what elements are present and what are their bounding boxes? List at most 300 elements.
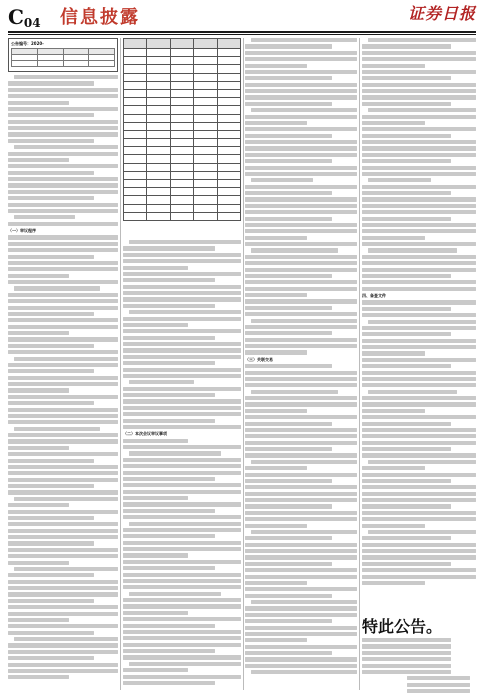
- text-line: [8, 255, 94, 259]
- column-4-body: [362, 38, 476, 585]
- text-line: [362, 83, 476, 87]
- text-line: [362, 140, 476, 144]
- column-4: [362, 38, 476, 608]
- table-cell: [217, 147, 240, 155]
- text-line: [8, 420, 118, 424]
- text-line: [362, 555, 476, 559]
- section-title: 信息披露: [60, 7, 140, 28]
- table-row: [124, 155, 241, 163]
- text-line: [14, 215, 75, 219]
- table-cell: [194, 122, 217, 130]
- text-line: [245, 325, 357, 329]
- text-line: [362, 223, 476, 227]
- table-cell: [124, 39, 147, 49]
- text-line: [245, 274, 332, 278]
- text-line: [123, 304, 215, 308]
- text-line: [245, 70, 357, 74]
- table-cell: [147, 196, 170, 204]
- text-line: [245, 536, 332, 540]
- section-heading: （三）关联交易: [245, 356, 273, 362]
- table-row: [124, 163, 241, 171]
- text-line: [14, 75, 118, 79]
- text-line: [245, 575, 357, 579]
- notice-table: [11, 48, 115, 67]
- text-line: [123, 643, 241, 647]
- text-line: [245, 377, 357, 381]
- table-cell: [217, 98, 240, 106]
- text-line: [362, 217, 451, 221]
- text-line: [8, 624, 118, 628]
- table-cell: [170, 114, 193, 122]
- text-line: [362, 261, 476, 265]
- text-line: [123, 611, 188, 615]
- text-line: [123, 502, 241, 506]
- text-line: [8, 471, 118, 475]
- text-line: [362, 307, 451, 311]
- table-cell: [194, 204, 217, 212]
- text-line: [362, 396, 476, 400]
- text-line: [8, 261, 118, 265]
- text-line: [407, 676, 470, 680]
- text-line: [407, 689, 470, 693]
- table-cell: [170, 130, 193, 138]
- text-line: [245, 543, 357, 547]
- table-cell: [147, 122, 170, 130]
- table-cell: [147, 139, 170, 147]
- table-cell: [217, 57, 240, 65]
- text-line: [368, 320, 476, 324]
- text-line: [245, 479, 332, 483]
- text-line: [123, 387, 241, 391]
- table-cell: [217, 73, 240, 81]
- table-row: [124, 57, 241, 65]
- text-line: [8, 312, 94, 316]
- text-line: [362, 121, 425, 125]
- text-line: [123, 412, 241, 416]
- text-line: [245, 146, 357, 150]
- text-line: [8, 490, 118, 494]
- text-line: [245, 197, 357, 201]
- table-row: [124, 49, 241, 57]
- text-line: [362, 377, 476, 381]
- data-table-block: [123, 38, 241, 238]
- text-line: [362, 575, 476, 579]
- text-line: [123, 579, 241, 583]
- text-line: [362, 76, 451, 80]
- text-line: [123, 617, 241, 621]
- text-line: [8, 510, 118, 514]
- text-line: [245, 428, 357, 432]
- text-line: [245, 242, 357, 246]
- table-cell: [194, 212, 217, 220]
- text-line: [362, 517, 476, 521]
- text-line: [129, 592, 221, 596]
- table-row: [124, 196, 241, 204]
- table-cell: [217, 163, 240, 171]
- table-cell: [170, 122, 193, 130]
- text-line: [245, 210, 357, 214]
- table-cell: [170, 171, 193, 179]
- table-cell: [194, 155, 217, 163]
- text-line: [245, 466, 307, 470]
- table-cell: [194, 139, 217, 147]
- table-cell: [147, 163, 170, 171]
- text-line: [123, 560, 241, 564]
- text-line: [362, 191, 451, 195]
- text-line: [362, 280, 476, 284]
- text-line: [245, 121, 307, 125]
- text-line: [362, 166, 476, 170]
- table-cell: [124, 147, 147, 155]
- table-cell: [170, 73, 193, 81]
- text-line: [245, 434, 357, 438]
- table-cell: [170, 163, 193, 171]
- text-line: [245, 299, 357, 303]
- text-line: [8, 459, 94, 463]
- table-row: [124, 171, 241, 179]
- text-line: [123, 361, 215, 365]
- text-line: [245, 159, 332, 163]
- text-line: [362, 229, 476, 233]
- text-line: [123, 547, 241, 551]
- section-heading: 四、备查文件: [362, 293, 386, 298]
- text-line: [362, 339, 476, 343]
- text-line: [362, 153, 476, 157]
- table-cell: [217, 130, 240, 138]
- column-divider: [359, 38, 360, 690]
- table-cell: [217, 65, 240, 73]
- text-line: [123, 329, 241, 333]
- table-cell: [170, 89, 193, 97]
- text-line: [8, 382, 118, 386]
- text-line: [362, 268, 476, 272]
- text-line: [8, 183, 118, 187]
- table-cell: [217, 89, 240, 97]
- text-line: [362, 236, 425, 240]
- text-line: [245, 664, 357, 668]
- text-line: [245, 594, 332, 598]
- text-line: [8, 548, 118, 552]
- text-line: [245, 581, 307, 585]
- text-line: [362, 536, 451, 540]
- text-line: [123, 374, 241, 378]
- table-cell: [194, 188, 217, 196]
- text-line: [14, 357, 118, 361]
- table-cell: [194, 57, 217, 65]
- text-line: [245, 517, 357, 521]
- text-line: [245, 306, 332, 310]
- table-cell: [217, 122, 240, 130]
- text-line: [8, 190, 118, 194]
- text-line: [123, 425, 241, 429]
- column-2: [123, 240, 241, 690]
- text-line: [362, 371, 476, 375]
- text-line: [8, 573, 94, 577]
- text-line: [8, 81, 94, 85]
- table-cell: [170, 188, 193, 196]
- text-line: [8, 643, 118, 647]
- text-line: [362, 242, 476, 246]
- text-line: [362, 102, 451, 106]
- text-line: [245, 651, 332, 655]
- text-line: [362, 562, 451, 566]
- text-line: [245, 422, 332, 426]
- text-line: [8, 363, 118, 367]
- table-cell: [147, 73, 170, 81]
- text-line: [245, 338, 357, 342]
- text-line: [251, 108, 357, 112]
- table-cell: [124, 171, 147, 179]
- text-line: [8, 299, 118, 303]
- text-line: [8, 605, 118, 609]
- table-cell: [124, 139, 147, 147]
- text-line: [362, 434, 476, 438]
- table-cell: [124, 155, 147, 163]
- text-line: [245, 549, 357, 553]
- text-line: [245, 89, 357, 93]
- text-line: [123, 528, 241, 532]
- text-line: [362, 651, 451, 655]
- text-line: [123, 266, 188, 270]
- text-line: [245, 344, 357, 348]
- text-line: [8, 663, 118, 667]
- text-line: [123, 317, 241, 321]
- newspaper-logo: [406, 3, 476, 25]
- table-cell: [124, 122, 147, 130]
- text-line: [245, 453, 357, 457]
- text-line: [251, 600, 357, 604]
- text-line: [8, 248, 118, 252]
- text-line: [123, 598, 241, 602]
- table-cell: [170, 147, 193, 155]
- signature-block: [362, 612, 476, 690]
- text-line: [8, 401, 94, 405]
- text-line: [123, 278, 215, 282]
- table-row: [124, 188, 241, 196]
- table-row: [124, 98, 241, 106]
- column-divider: [120, 38, 121, 690]
- table-cell: [217, 106, 240, 114]
- text-line: [245, 57, 357, 61]
- text-line: [362, 428, 476, 432]
- table-cell: [217, 39, 240, 49]
- table-cell: [124, 98, 147, 106]
- table-cell: [194, 65, 217, 73]
- text-line: [8, 164, 118, 168]
- text-line: [245, 293, 307, 297]
- text-line: [362, 172, 476, 176]
- table-cell: [170, 106, 193, 114]
- table-cell: [170, 57, 193, 65]
- table-cell: [147, 89, 170, 97]
- text-line: [245, 102, 332, 106]
- text-line: [8, 529, 118, 533]
- text-line: [123, 604, 241, 608]
- text-line: [362, 638, 451, 642]
- table-cell: [147, 57, 170, 65]
- text-line: [123, 399, 241, 403]
- text-line: [8, 388, 69, 392]
- text-line: [8, 522, 118, 526]
- text-line: [8, 452, 118, 456]
- text-line: [129, 522, 241, 526]
- text-line: [8, 267, 118, 271]
- text-line: [362, 498, 476, 502]
- text-line: [368, 108, 476, 112]
- text-line: [362, 549, 476, 553]
- table-cell: [194, 98, 217, 106]
- text-line: [245, 350, 307, 354]
- text-line: [368, 38, 476, 42]
- text-line: [123, 471, 241, 475]
- table-cell: [170, 49, 193, 57]
- text-line: [251, 530, 357, 534]
- text-line: [362, 664, 451, 668]
- text-line: [362, 657, 451, 661]
- table-cell: [170, 155, 193, 163]
- text-line: [245, 619, 332, 623]
- text-line: [362, 447, 451, 451]
- table-cell: [124, 163, 147, 171]
- text-line: [8, 369, 94, 373]
- text-line: [123, 573, 241, 577]
- section-heading: （二）本次会议审议事项: [123, 431, 167, 437]
- text-line: [362, 415, 476, 419]
- table-cell: [194, 163, 217, 171]
- text-line: [245, 236, 307, 240]
- text-line: [8, 433, 118, 437]
- text-line: [123, 496, 188, 500]
- table-cell: [147, 130, 170, 138]
- section-heading: （一）审议程序: [8, 228, 36, 233]
- text-line: [245, 172, 357, 176]
- text-line: [362, 146, 476, 150]
- text-line: [8, 126, 118, 130]
- table-cell: [194, 81, 217, 89]
- notice-box: [8, 38, 118, 72]
- text-line: [362, 332, 451, 336]
- table-cell: [147, 39, 170, 49]
- text-line: [362, 453, 476, 457]
- text-line: [362, 127, 476, 131]
- text-line: [245, 223, 357, 227]
- text-line: [245, 492, 357, 496]
- table-cell: [124, 114, 147, 122]
- text-line: [362, 351, 425, 355]
- text-line: [123, 458, 241, 462]
- table-row: [124, 147, 241, 155]
- table-row: [124, 65, 241, 73]
- table-cell: [170, 212, 193, 220]
- text-line: [8, 177, 118, 181]
- table-row: [124, 180, 241, 188]
- text-line: [123, 246, 215, 250]
- text-line: [362, 115, 476, 119]
- text-line: [362, 185, 476, 189]
- text-line: [8, 478, 118, 482]
- text-line: [123, 406, 241, 410]
- text-line: [245, 64, 307, 68]
- text-line: [129, 240, 241, 244]
- text-line: [245, 498, 357, 502]
- text-line: [362, 511, 476, 515]
- text-line: [362, 383, 476, 387]
- text-line: [245, 415, 357, 419]
- text-line: [8, 675, 69, 679]
- text-line: [123, 464, 241, 468]
- table-cell: [147, 212, 170, 220]
- text-line: [123, 348, 241, 352]
- text-line: [245, 261, 357, 265]
- table-cell: [194, 196, 217, 204]
- text-line: [123, 419, 215, 423]
- text-line: [245, 638, 307, 642]
- text-line: [123, 323, 188, 327]
- text-line: [8, 541, 94, 545]
- table-row: [124, 39, 241, 49]
- table-cell: [124, 89, 147, 97]
- text-line: [123, 483, 241, 487]
- text-line: [8, 235, 118, 239]
- table-cell: [194, 171, 217, 179]
- table-cell: [124, 73, 147, 81]
- text-line: [8, 152, 118, 156]
- text-line: [123, 477, 215, 481]
- text-line: [362, 159, 451, 163]
- text-line: [362, 89, 476, 93]
- table-cell: [124, 130, 147, 138]
- text-line: [8, 120, 118, 124]
- text-line: [123, 342, 241, 346]
- text-line: [245, 409, 307, 413]
- closing-line: 特此公告。: [362, 617, 443, 636]
- text-line: [8, 337, 118, 341]
- text-line: [8, 113, 94, 117]
- text-line: [8, 88, 118, 92]
- table-cell: [170, 204, 193, 212]
- table-cell: [147, 49, 170, 57]
- text-line: [251, 670, 357, 674]
- text-line: [8, 132, 118, 136]
- text-line: [8, 94, 118, 98]
- text-line: [251, 248, 338, 252]
- text-line: [245, 524, 307, 528]
- text-line: [14, 497, 118, 501]
- text-line: [362, 95, 476, 99]
- text-line: [362, 479, 451, 483]
- text-line: [245, 204, 357, 208]
- table-cell: [124, 212, 147, 220]
- text-line: [362, 524, 425, 528]
- table-cell: [124, 196, 147, 204]
- text-line: [362, 358, 476, 362]
- table-cell: [217, 188, 240, 196]
- text-line: [123, 585, 241, 589]
- text-line: [8, 158, 69, 162]
- text-line: [8, 101, 69, 105]
- table-cell: [124, 65, 147, 73]
- table-cell: [147, 155, 170, 163]
- text-line: [8, 516, 94, 520]
- text-line: [123, 534, 215, 538]
- text-line: [123, 285, 241, 289]
- text-line: [245, 51, 357, 55]
- text-line: [407, 683, 470, 687]
- text-line: [251, 38, 357, 42]
- table-cell: [194, 89, 217, 97]
- table-cell: [194, 180, 217, 188]
- table-cell: [147, 65, 170, 73]
